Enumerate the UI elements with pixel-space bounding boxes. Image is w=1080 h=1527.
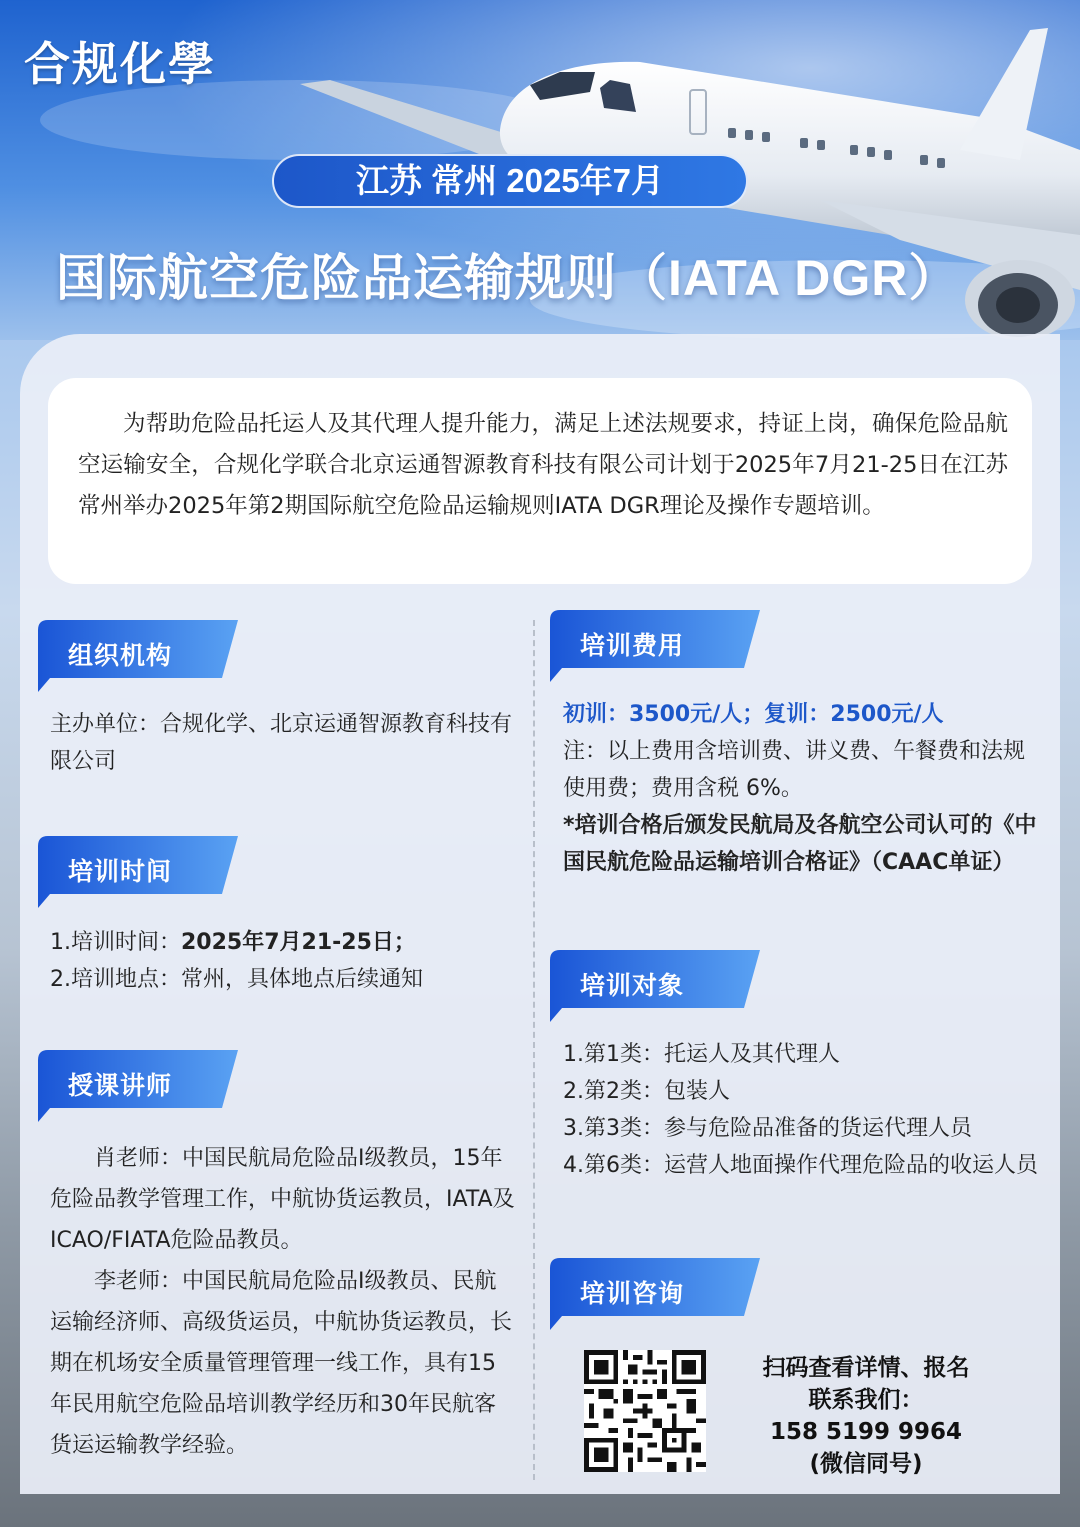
section-title-audience: 培训对象 xyxy=(580,972,685,1000)
section-tag-teachers xyxy=(38,1050,238,1126)
section-tag-time xyxy=(38,836,238,912)
phone-number[interactable]: 158 5199 9964 xyxy=(769,1419,963,1445)
price-line: 初训：3500元/人；复训：2500元/人 xyxy=(563,702,944,727)
fee-note: 注：以上费用含培训费、讲义费、午餐费和法规使用费；费用含税 6%。 xyxy=(563,739,1026,801)
teacher-2: 李老师：中国民航局危险品I级教员、民航运输经济师、高级货运员，中航协货运教员，长期在机场安全质量管理管理一线工作，具有15年民用航空危险品培训教学经历和30年民航客货运运输教学经验。 xyxy=(50,1269,513,1458)
section-tag-consult xyxy=(550,1258,760,1334)
brand-logo: 合规化學 xyxy=(24,37,216,91)
page-title: 国际航空危险品运输规则（IATA DGR） xyxy=(56,250,960,306)
scan-prompt: 扫码查看详情、报名 xyxy=(762,1355,970,1381)
organizer-text xyxy=(50,706,520,780)
section-title-teachers: 授课讲师 xyxy=(68,1072,173,1100)
section-tag-fees xyxy=(550,610,760,686)
section-title-time: 培训时间 xyxy=(68,858,173,886)
section-title-consult: 培训咨询 xyxy=(580,1280,685,1308)
contact-info xyxy=(730,1352,1002,1480)
audience-item: 4.第6类：运营人地面操作代理危险品的收运人员 xyxy=(563,1153,1038,1178)
location-line: 2.培训地点：常州，具体地点后续通知 xyxy=(50,967,423,992)
fees-text xyxy=(563,696,1041,881)
section-title-fees: 培训费用 xyxy=(580,632,685,660)
column-divider xyxy=(533,620,535,1480)
teacher-1: 肖老师：中国民航局危险品I级教员，15年危险品教学管理工作，中航协货运教员，IATA及ICAO/FIATA危险品教员。 xyxy=(50,1146,515,1253)
certificate-note: *培训合格后颁发民航局及各航空公司认可的《中国民航危险品运输培训合格证》（CAAC单证） xyxy=(563,813,1037,875)
teachers-text xyxy=(50,1138,516,1466)
organizer-line: 主办单位：合规化学、北京运通智源教育科技有限公司 xyxy=(50,712,513,774)
time-label: 1.培训时间： xyxy=(50,930,181,955)
audience-item: 1.第1类：托运人及其代理人 xyxy=(563,1042,840,1067)
location-date-pill: 江苏 常州 2025年7月 xyxy=(272,154,748,208)
time-text xyxy=(50,924,520,998)
time-value: 2025年7月21-25日； xyxy=(181,930,416,955)
section-tag-audience xyxy=(550,950,760,1026)
section-tag-organizer xyxy=(38,620,238,696)
qr-code-icon[interactable] xyxy=(584,1350,706,1472)
wechat-note: (微信同号) xyxy=(809,1451,923,1477)
section-title-organizer: 组织机构 xyxy=(68,642,173,670)
contact-label: 联系我们： xyxy=(808,1387,924,1413)
audience-list xyxy=(563,1036,1041,1184)
intro-paragraph: 为帮助危险品托运人及其代理人提升能力，满足上述法规要求，持证上岗，确保危险品航空运输安全，合规化学联合北京运通智源教育科技有限公司计划于2025年7月21-25日在江苏常州举办2025年第2期国际航空危险品运输规则IATA DGR理论及操作专题培训。 xyxy=(78,411,1008,519)
audience-item: 3.第3类：参与危险品准备的货运代理人员 xyxy=(563,1116,972,1141)
time-line-1 xyxy=(50,924,520,961)
audience-item: 2.第2类：包装人 xyxy=(563,1079,730,1104)
